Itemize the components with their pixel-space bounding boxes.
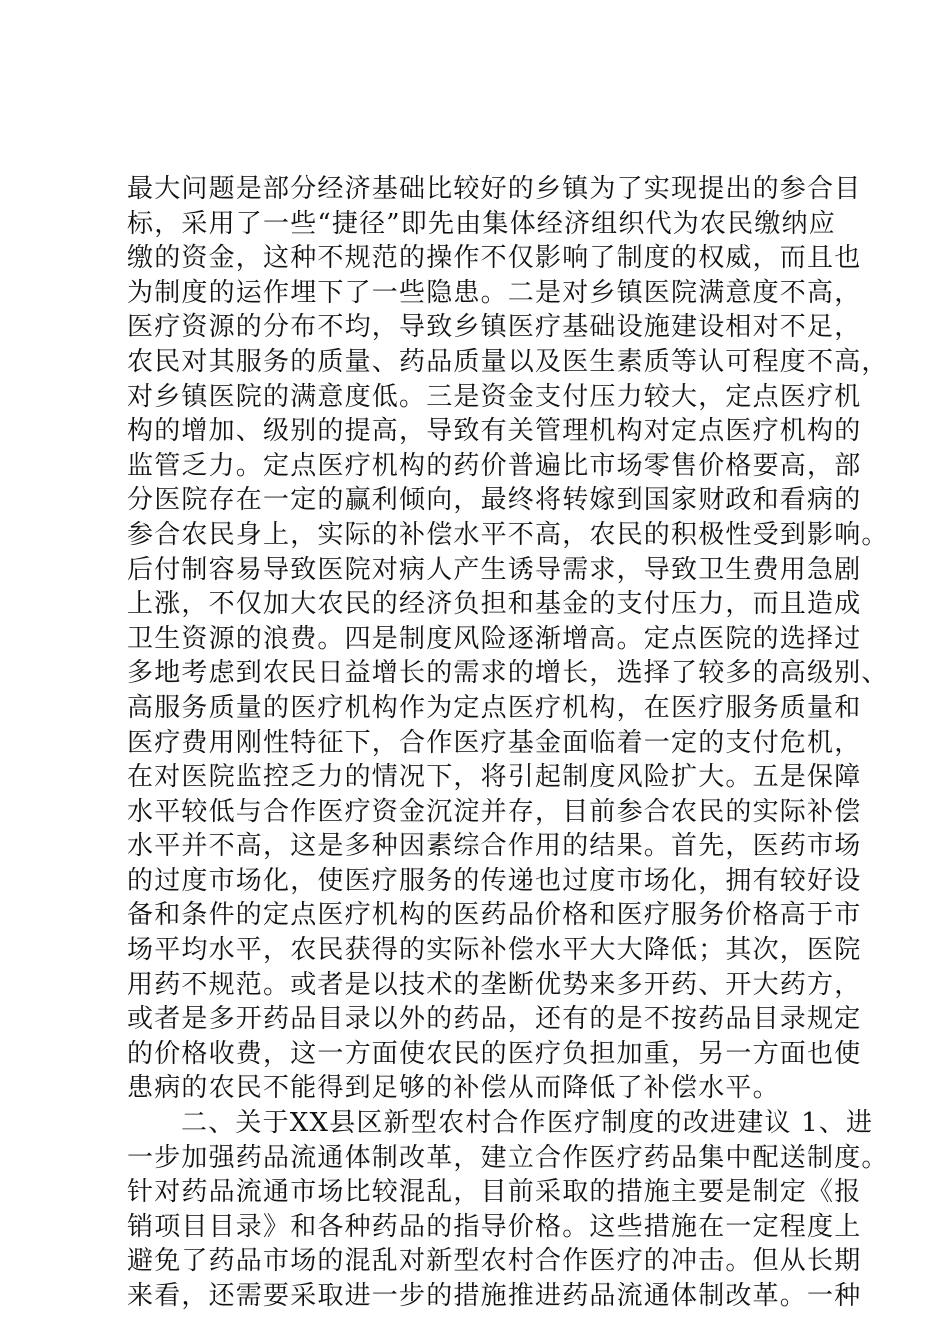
- text-line: 来看，还需要采取进一步的措施推进药品流通体制改革。一种: [127, 1281, 862, 1311]
- text-line: 参合农民身上，实际的补偿水平不高，农民的积极性受到影响。: [127, 519, 889, 550]
- text-line: 避免了药品市场的混乱对新型农村合作医疗的冲击。但从长期: [127, 1246, 862, 1277]
- text-line: 对乡镇医院的满意度低。三是资金支付压力较大，定点医疗机: [127, 381, 862, 412]
- text-line: 场平均水平，农民获得的实际补偿水平大大降低；其次，医院: [127, 935, 862, 966]
- text-line: 缴的资金，这种不规范的操作不仅影响了制度的权威，而且也: [127, 243, 862, 274]
- text-line: 水平并不高，这是多种因素综合作用的结果。首先，医药市场: [127, 831, 862, 862]
- text-line: 针对药品流通市场比较混乱，目前采取的措施主要是制定《报: [127, 1177, 862, 1208]
- text-line: 监管乏力。定点医疗机构的药价普遍比市场零售价格要高，部: [127, 450, 862, 481]
- text-line: 或者是多开药品目录以外的药品，还有的是不按药品目录规定: [127, 1004, 862, 1035]
- text-line: 标，采用了一些“捷径”即先由集体经济组织代为农民缴纳应: [127, 208, 836, 239]
- body-text: [127, 172, 889, 1314]
- text-line: 医疗费用刚性特征下，合作医疗基金面临着一定的支付危机，: [127, 727, 862, 758]
- text-line: 水平较低与合作医疗资金沉淀并存，目前参合农民的实际补偿: [127, 796, 862, 827]
- text-line: 卫生资源的浪费。四是制度风险逐渐增高。定点医院的选择过: [127, 623, 862, 654]
- text-line: 用药不规范。或者是以技术的垄断优势来多开药、开大药方，: [127, 969, 862, 1000]
- text-line: 上涨，不仅加大农民的经济负担和基金的支付压力，而且造成: [127, 589, 862, 620]
- text-line: 的过度市场化，使医疗服务的传递也过度市场化，拥有较好设: [127, 865, 862, 896]
- text-line: 销项目目录》和各种药品的指导价格。这些措施在一定程度上: [127, 1211, 862, 1242]
- text-line: 为制度的运作埋下了一些隐患。二是对乡镇医院满意度不高，: [127, 277, 862, 308]
- text-line: 构的增加、级别的提高，导致有关管理机构对定点医疗机构的: [127, 416, 862, 447]
- text-line: 备和条件的定点医疗机构的医药品价格和医疗服务价格高于市: [127, 900, 862, 931]
- text-line: 一步加强药品流通体制改革，建立合作医疗药品集中配送制度。: [127, 1142, 889, 1173]
- text-line: 后付制容易导致医院对病人产生诱导需求，导致卫生费用急剧: [127, 554, 862, 585]
- text-line: 农民对其服务的质量、药品质量以及医生素质等认可程度不高，: [127, 346, 889, 377]
- text-line: 最大问题是部分经济基础比较好的乡镇为了实现提出的参合目: [127, 174, 862, 204]
- text-line: 患病的农民不能得到足够的补偿从而降低了补偿水平。: [127, 1073, 780, 1104]
- text-line: 在对医院监控乏力的情况下，将引起制度风险扩大。五是保障: [127, 762, 862, 793]
- text-line: 分医院存在一定的赢利倾向，最终将转嫁到国家财政和看病的: [127, 485, 862, 516]
- text-line: 高服务质量的医疗机构作为定点医疗机构，在医疗服务质量和: [127, 692, 862, 723]
- text-line: 的价格收费，这一方面使农民的医疗负担加重，另一方面也使: [127, 1038, 862, 1069]
- text-line: 医疗资源的分布不均，导致乡镇医疗基础设施建设相对不足，: [127, 312, 862, 343]
- text-line: 多地考虑到农民日益增长的需求的增长，选择了较多的高级别、: [127, 658, 889, 689]
- section-heading-line: 二、关于XX县区新型农村合作医疗制度的改进建议 1、进: [181, 1108, 874, 1139]
